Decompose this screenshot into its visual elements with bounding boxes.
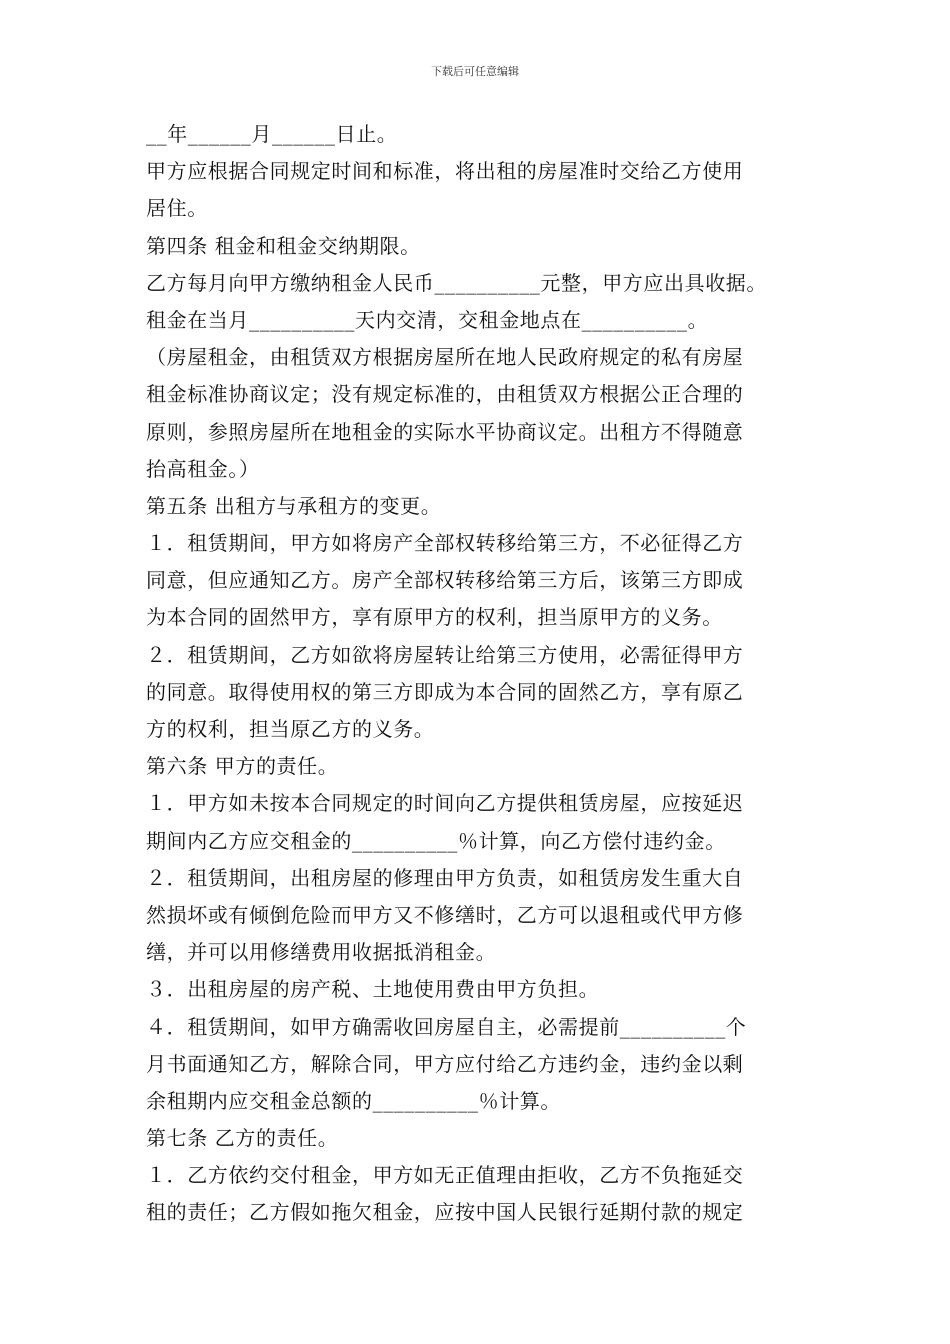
text-line: 然损坏或有倾倒危险而甲方又不修缮时，乙方可以退租或代甲方修	[146, 902, 744, 927]
text-line: 原则，参照房屋所在地租金的实际水平协商议定。出租方不得随意	[146, 419, 744, 444]
text-line: １．甲方如未按本合同规定的时间向乙方提供租赁房屋，应按延迟	[146, 791, 744, 816]
text-line: 期间内乙方应交租金的__________％计算，向乙方偿付违约金。	[146, 828, 726, 853]
text-line: （房屋租金，由租赁双方根据房屋所在地人民政府规定的私有房屋	[146, 345, 744, 370]
text-line: 甲方应根据合同规定时间和标准，将出租的房屋准时交给乙方使用	[146, 159, 744, 184]
text-line: ４．租赁期间，如甲方确需收回房屋自主，必需提前__________个	[146, 1014, 747, 1039]
text-line: 居住。	[146, 196, 208, 221]
section-heading: 第六条 甲方的责任。	[146, 754, 339, 779]
document-body	[146, 116, 826, 1232]
section-heading: 第四条 租金和租金交纳期限。	[146, 233, 421, 258]
text-line: __年______月______日止。	[146, 122, 398, 146]
text-line: 租金在当月__________天内交清，交租金地点在__________。	[146, 307, 709, 332]
text-line: 方的权利，担当原乙方的义务。	[146, 717, 435, 741]
text-line: 的同意。取得使用权的第三方即成为本合同的固然乙方，享有原乙	[146, 679, 744, 704]
text-line: 乙方每月向甲方缴纳租金人民币__________元整，甲方应出具收据。	[146, 270, 767, 295]
text-line: 月书面通知乙方，解除合同，甲方应付给乙方违约金，违约金以剩	[146, 1051, 744, 1076]
text-line: 租金标准协商议定；没有规定标准的，由租赁双方根据公正合理的	[146, 382, 744, 407]
section-heading: 第五条 出租方与承租方的变更。	[146, 493, 442, 518]
text-line: １．乙方依约交付租金，甲方如无正值理由拒收，乙方不负拖延交	[146, 1163, 744, 1188]
text-line: １．租赁期间，甲方如将房产全部权转移给第三方，不必征得乙方	[146, 531, 744, 556]
text-line: 同意，但应通知乙方。房产全部权转移给第三方后，该第三方即成	[146, 568, 744, 593]
text-line: 余租期内应交租金总额的__________％计算。	[146, 1088, 561, 1113]
section-heading: 第七条 乙方的责任。	[146, 1126, 339, 1151]
text-line: 租的责任；乙方假如拖欠租金，应按中国人民银行延期付款的规定	[146, 1200, 744, 1225]
page-header-note: 下载后可任意编辑	[431, 65, 519, 78]
text-line: 缮，并可以用修缮费用收据抵消租金。	[146, 940, 497, 965]
text-line: ２．租赁期间，乙方如欲将房屋转让给第三方使用，必需征得甲方	[146, 642, 744, 667]
text-line: ３．出租房屋的房产税、土地使用费由甲方负担。	[146, 977, 600, 1002]
text-line: 抬高租金。）	[146, 456, 260, 481]
text-line: 为本合同的固然甲方，享有原甲方的权利，担当原甲方的义务。	[146, 605, 723, 630]
text-line: ２．租赁期间，出租房屋的修理由甲方负责，如租赁房发生重大自	[146, 865, 744, 890]
